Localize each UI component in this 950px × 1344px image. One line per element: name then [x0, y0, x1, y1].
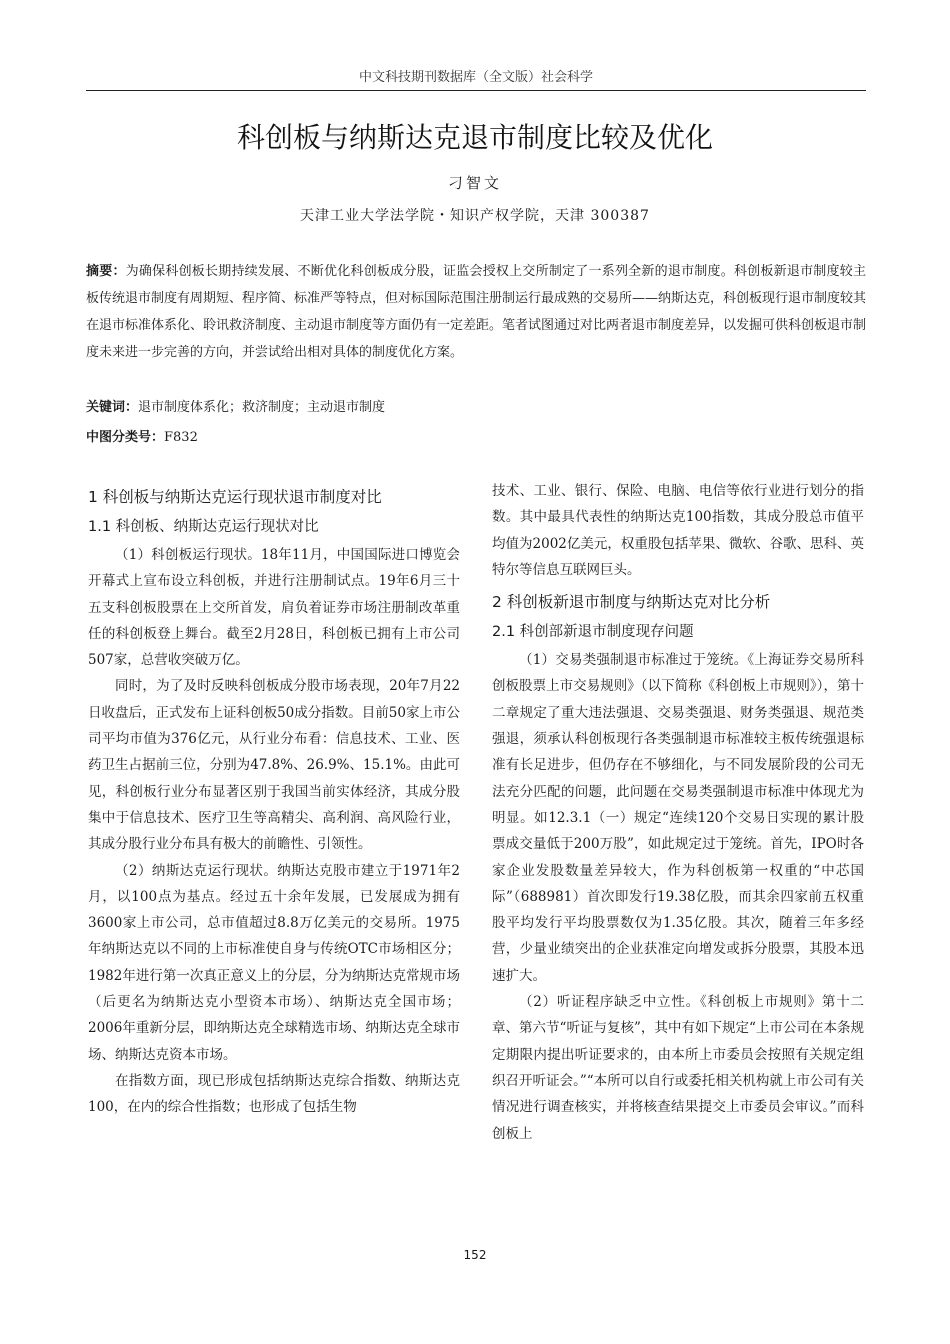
- left-column: [88, 478, 460, 1121]
- clc-label: 中图分类号：: [86, 430, 165, 445]
- keywords: [86, 396, 866, 415]
- subsection-heading-2-1: 2.1 科创部新退市制度现存问题: [492, 624, 694, 641]
- subsection-heading-1-1: 1.1 科创板、纳斯达克运行现状对比: [88, 519, 319, 535]
- journal-header: 中文科技期刊数据库（全文版）社会科学: [86, 66, 866, 91]
- paragraph: 在指数方面，现已形成包括纳斯达克综合指数、纳斯达克100，在内的综合性指数；也形成了包括生物: [88, 1072, 460, 1116]
- paragraph: （2）听证程序缺乏中立性。《科创板上市规则》第十二章、第六节“听证与复核”，其中有如下规定“上市公司在本条规定期限内提出听证要求的，由本所上市委员会按照有关规定组织召开听证会。”“本所可以自行或委托相关机构就上市公司有关情况进行调查核实，并将核查结果提交上市委员会审议。”而科创板上: [492, 994, 864, 1142]
- paragraph: （1）科创板运行现状。18年11月，中国国际进口博览会开幕式上宣布设立科创板，并进行注册制试点。19年6月三十五支科创板股票在上交所首发，肩负着证券市场注册制改革重任的科创板登上舞台。截至2月28日，科创板已拥有上市公司507家，总营收突破万亿。: [88, 547, 460, 669]
- author: 刁智文: [447, 174, 502, 192]
- paragraph: 同时，为了及时反映科创板成分股市场表现，20年7月22日收盘后，正式发布上证科创板50成分指数。目前50家上市公司平均市值为376亿元，从行业分布看：信息技术、工业、医药卫生占据前三位，分别为47.8%、26.9%、15.1%。由此可见，科创板行业分布显著区别于我国当前实体经济，其成分股集中于信息技术、医疗卫生等高精尖、高利润、高风险行业，其成分股行业分布具有极大的前瞻性、引领性。: [88, 678, 460, 853]
- abstract-text: 为确保科创板长期持续发展、不断优化科创板成分股，证监会授权上交所制定了一系列全新的退市制度。科创板新退市制度较主板传统退市制度有周期短、程序简、标准严等特点，但对标国际范围注册制运行最成熟的交易所——纳斯达克，科创板现行退市制度较其在退市标准体系化、聆讯救济制度、主动退市制度等方面仍有一定差距。笔者试图通过对比两者退市制度差异，以发掘可供科创板退市制度未来进一步完善的方向，并尝试给出相对具体的制度优化方案。: [86, 264, 867, 360]
- keywords-label: 关键词：: [86, 400, 139, 415]
- paragraph: （1）交易类强制退市标准过于笼统。《上海证券交易所科创板股票上市交易规则》（以下简称《科创板上市规则》），第十二章规定了重大违法强退、交易类强退、财务类强退、规范类强退，须承认科创板现行各类强制退市标准较主板传统强退标准有长足进步，但仍存在不够细化，与不同发展阶段的公司无法充分匹配的问题，此问题在交易类强制退市标准中体现尤为明显。如12.3.1（一）规定“连续120个交易日实现的累计股票成交量低于200万股”，如此规定过于笼统。首先，IPO时各家企业发股数量差异较大，作为科创板第一权重的“中芯国际”（688981）首次即发行19.38亿股，而其余四家前五权重股平均发行平均股票数仅为1.35亿股。其次，随着三年多经营，少量业绩突出的企业获准定向增发或拆分股票，其股本迅速扩大。: [492, 652, 864, 984]
- section-heading-1: 1 科创板与纳斯达克运行现状退市制度对比: [88, 488, 382, 506]
- affiliation: 天津工业大学法学院・知识产权学院，天津 300387: [300, 208, 650, 224]
- paragraph: （2）纳斯达克运行现状。纳斯达克股市建立于1971年2月，以100点为基点。经过五十余年发展，已发展成为拥有3600家上市公司，总市值超过8.8万亿美元的交易所。1975年纳斯达克以不同的上市标准使自身与传统OTC市场相区分；1982年进行第一次真正意义上的分层，分为纳斯达克常规市场（后更名为纳斯达克小型资本市场）、纳斯达克全国市场；2006年重新分层，即纳斯达克全球精选市场、纳斯达克全球市场、纳斯达克资本市场。: [88, 862, 460, 1063]
- page-number: 152: [463, 1248, 487, 1262]
- section-heading-2: 2 科创板新退市制度与纳斯达克对比分析: [492, 593, 771, 612]
- article-title: 科创板与纳斯达克退市制度比较及优化: [236, 121, 713, 154]
- abstract-label: 摘要：: [86, 264, 126, 279]
- right-column: [492, 478, 864, 1147]
- keywords-text: 退市制度体系化；救济制度；主动退市制度: [138, 400, 386, 415]
- paragraph: 技术、工业、银行、保险、电脑、电信等依行业进行划分的指数。其中最具代表性的纳斯达克100指数，其成分股总市值平均值为2002亿美元，权重股包括苹果、微软、谷歌、思科、英特尔等信息互联网巨头。: [492, 483, 864, 578]
- clc-text: F832: [164, 430, 198, 445]
- classification: [86, 426, 866, 445]
- abstract: [86, 258, 866, 366]
